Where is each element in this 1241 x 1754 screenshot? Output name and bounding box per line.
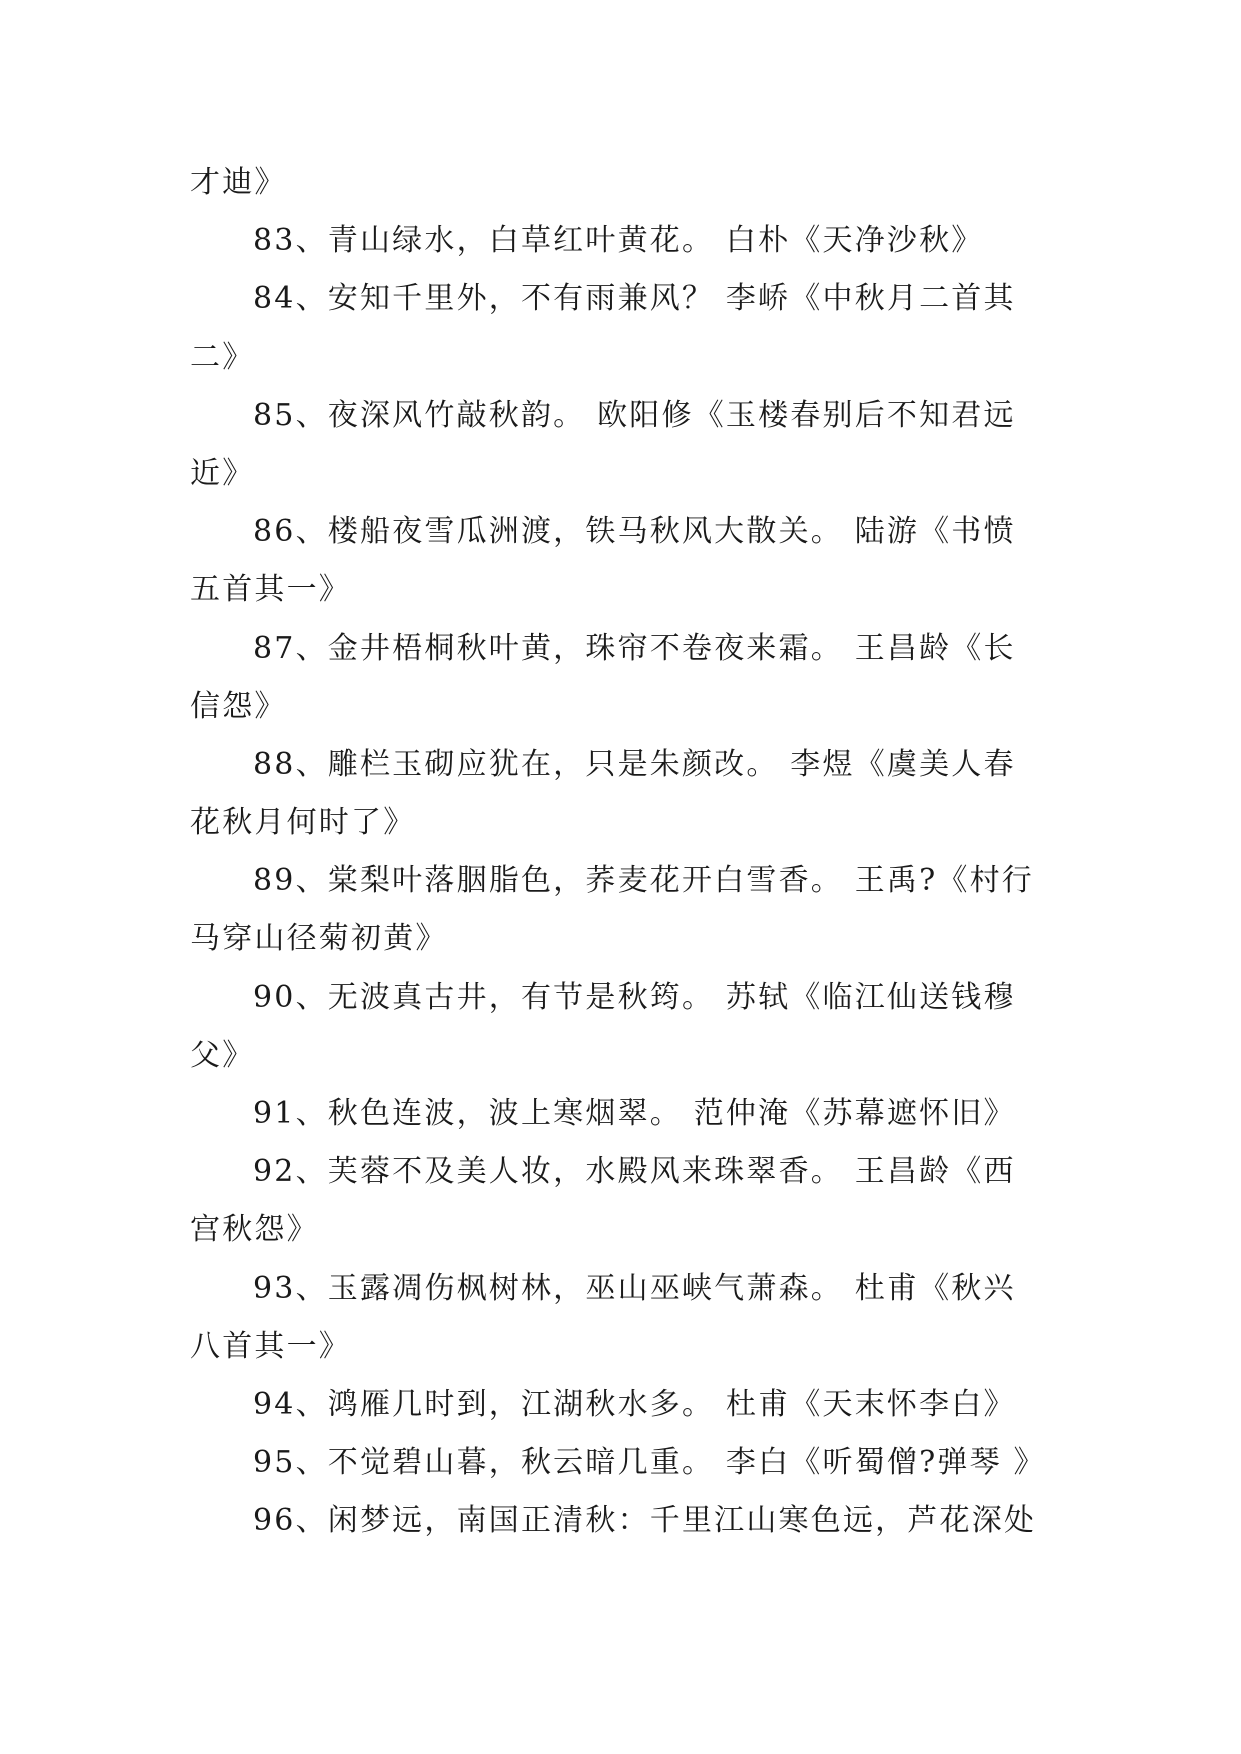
list-item-continuation: 近》 — [190, 455, 255, 491]
list-item: 83、青山绿水，白草红叶黄花。 白朴《天净沙秋》 — [253, 223, 984, 259]
list-item: 90、无波真古井，有节是秋筠。 苏轼《临江仙送钱穆 — [253, 979, 1016, 1015]
list-item: 96、闲梦远，南国正清秋：千里江山寒色远，芦花深处 — [253, 1503, 1037, 1539]
list-item-continuation: 信怨》 — [190, 688, 287, 724]
poem-list — [190, 154, 1050, 1551]
list-item-continuation: 宫秋怨》 — [190, 1212, 319, 1248]
list-item-continuation: 父》 — [190, 1037, 255, 1073]
list-item: 95、不觉碧山暮，秋云暗几重。 李白《听蜀僧?弹琴 》 — [253, 1445, 1046, 1481]
list-item-continuation: 八首其一》 — [190, 1328, 351, 1364]
list-item-continuation: 二》 — [190, 339, 255, 375]
list-item: 94、鸿雁几时到，江湖秋水多。 杜甫《天末怀李白》 — [253, 1386, 1016, 1422]
list-item-continuation: 马穿山径菊初黄》 — [190, 921, 448, 957]
list-item: 89、棠梨叶落胭脂色，荞麦花开白雪香。 王禹?《村行 — [253, 863, 1034, 899]
list-item: 86、楼船夜雪瓜洲渡，铁马秋风大散关。 陆游《书愤 — [253, 514, 1016, 550]
list-item: 93、玉露凋伤枫树林，巫山巫峡气萧森。 杜甫《秋兴 — [253, 1270, 1016, 1306]
list-item: 88、雕栏玉砌应犹在，只是朱颜改。 李煜《虞美人春 — [253, 746, 1016, 782]
list-item-continuation: 五首其一》 — [190, 572, 351, 608]
list-item-continuation: 才迪》 — [190, 165, 287, 200]
list-item: 91、秋色连波，波上寒烟翠。 范仲淹《苏幕遮怀旧》 — [253, 1096, 1016, 1131]
list-item-continuation: 花秋月何时了》 — [190, 805, 416, 841]
list-item: 85、夜深风竹敲秋韵。 欧阳修《玉楼春别后不知君远 — [253, 397, 1016, 433]
list-item: 84、安知千里外，不有雨兼风？ 李峤《中秋月二首其 — [253, 281, 1016, 317]
list-item: 87、金井梧桐秋叶黄，珠帘不卷夜来霜。 王昌龄《长 — [253, 630, 1016, 666]
list-item: 92、芙蓉不及美人妆，水殿风来珠翠香。 王昌龄《西 — [253, 1154, 1016, 1190]
